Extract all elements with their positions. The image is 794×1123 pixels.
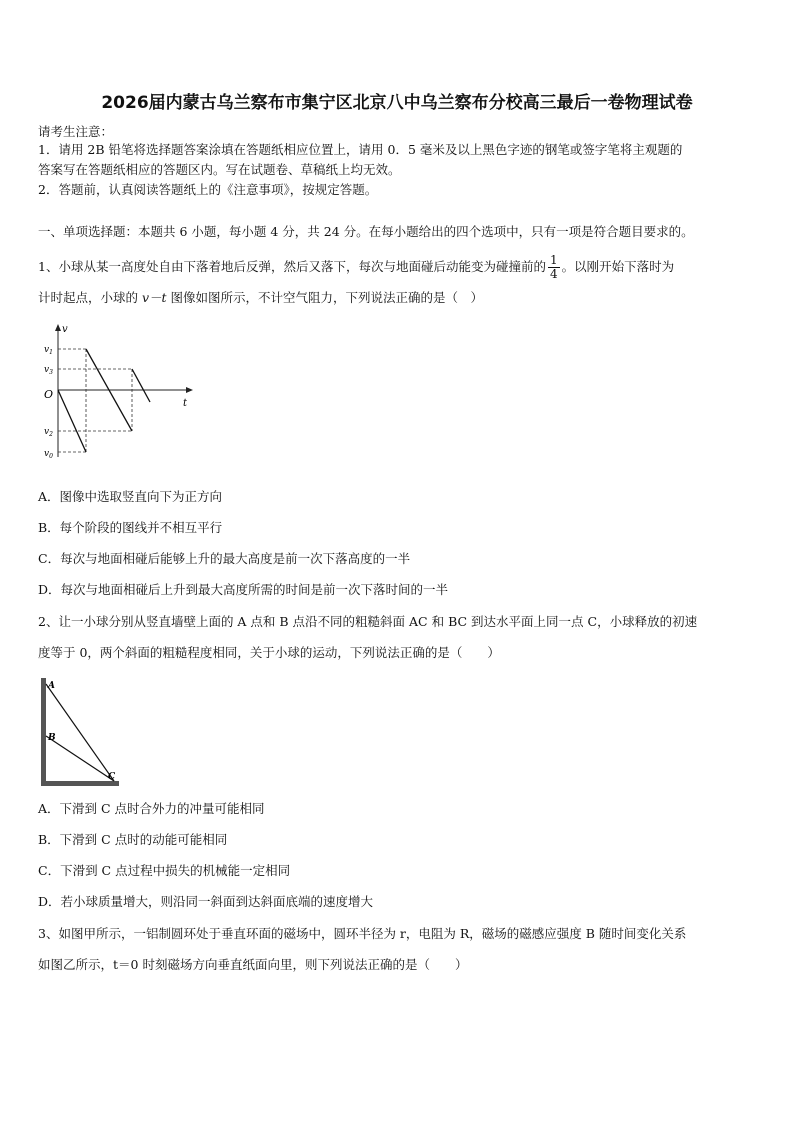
q3-line-1: 3、如图甲所示，一铝制圆环处于垂直环面的磁场中，圆环半径为 r，电阻为 R，磁场的磁感应强度 B 随时间变化关系 bbox=[38, 926, 687, 941]
point-b-label: B bbox=[48, 733, 56, 743]
q1-vt-symbol: v－t bbox=[141, 290, 167, 305]
q2-option-c: C．下滑到 C 点过程中损失的机械能一定相同 bbox=[38, 863, 291, 878]
q1-option-d: D．每次与地面相碰后上升到最大高度所需的时间是前一次下落时间的一半 bbox=[38, 582, 449, 597]
q1-fraction-denominator: 4 bbox=[549, 267, 558, 281]
v1-label: $v_1$ bbox=[44, 345, 53, 356]
incline-bc bbox=[46, 736, 114, 781]
point-a-label: A bbox=[48, 681, 55, 691]
q1-line-2-text-b: 图像如图所示，不计空气阻力，下列说法正确的是（ ） bbox=[166, 290, 484, 305]
q1-option-b: B．每个阶段的图线并不相互平行 bbox=[38, 520, 223, 535]
q1-line-2 bbox=[38, 290, 483, 306]
q2-option-d: D．若小球质量增大，则沿同一斜面到达斜面底端的速度增大 bbox=[38, 894, 374, 909]
q2-option-b: B．下滑到 C 点时的动能可能相同 bbox=[38, 832, 228, 847]
q1-option-a: A．图像中选取竖直向下为正方向 bbox=[38, 489, 223, 504]
t-axis-arrow bbox=[186, 387, 193, 393]
notice-item-1-line-1: 1．请用 2B 铅笔将选择题答案涂填在答题纸相应位置上，请用 0．5 毫米及以上黑色字迹的钢笔或签字笔将主观题的 bbox=[38, 142, 683, 157]
q1-option-c: C．每次与地面相碰后能够上升的最大高度是前一次下落高度的一半 bbox=[38, 551, 411, 566]
q1-fraction-numerator: 1 bbox=[549, 253, 558, 267]
point-c-label: C bbox=[108, 772, 116, 782]
q1-line-1-text-b: 。以刚开始下落时为 bbox=[561, 259, 675, 274]
q2-line-2: 度等于 0，两个斜面的粗糙程度相同，关于小球的运动，下列说法正确的是（ ） bbox=[38, 645, 500, 660]
q1-fraction bbox=[548, 254, 560, 281]
section-heading: 一、单项选择题：本题共 6 小题，每小题 4 分，共 24 分。在每小题给出的四个选项中，只有一项是符合题目要求的。 bbox=[38, 224, 694, 239]
q1-line-1 bbox=[38, 254, 674, 281]
fall-1-line bbox=[58, 390, 86, 452]
t-axis-label: t bbox=[183, 398, 188, 409]
origin-label: O bbox=[44, 388, 54, 401]
bounce-2-line bbox=[132, 369, 150, 402]
v-axis-arrow bbox=[55, 324, 61, 331]
v3-label: $v_3$ bbox=[44, 365, 53, 376]
v0-label: $v_0$ bbox=[44, 449, 53, 460]
q1-line-1-text-a: 1、小球从某一高度处自由下落着地后反弹，然后又落下，每次与地面碰后动能变为碰撞前的 bbox=[38, 259, 546, 274]
q3-line-2: 如图乙所示，t＝0 时刻磁场方向垂直纸面向里，则下列说法正确的是（ ） bbox=[38, 957, 468, 972]
page-title: 2026届内蒙古乌兰察布市集宁区北京八中乌兰察布分校高三最后一卷物理试卷 bbox=[101, 93, 693, 113]
incline-ac bbox=[46, 684, 114, 781]
q2-incline-figure bbox=[38, 676, 128, 790]
q1-line-2-text-a: 计时起点，小球的 bbox=[38, 290, 142, 305]
q2-line-1: 2、让一小球分别从竖直墙壁上面的 A 点和 B 点沿不同的粗糙斜面 AC 和 BC 到达水平面上同一点 C，小球释放的初速 bbox=[38, 614, 698, 629]
v2-label: $v_2$ bbox=[44, 427, 53, 438]
q1-vt-graph bbox=[40, 322, 200, 462]
q2-option-a: A．下滑到 C 点时合外力的冲量可能相同 bbox=[38, 801, 265, 816]
notice-header: 请考生注意： bbox=[38, 124, 114, 139]
wall bbox=[41, 678, 46, 786]
notice-item-1-line-2: 答案写在答题纸相应的答题区内。写在试题卷、草稿纸上均无效。 bbox=[38, 162, 401, 177]
v-axis-label: v bbox=[62, 324, 68, 335]
notice-item-2: 2．答题前，认真阅读答题纸上的《注意事项》，按规定答题。 bbox=[38, 182, 378, 197]
